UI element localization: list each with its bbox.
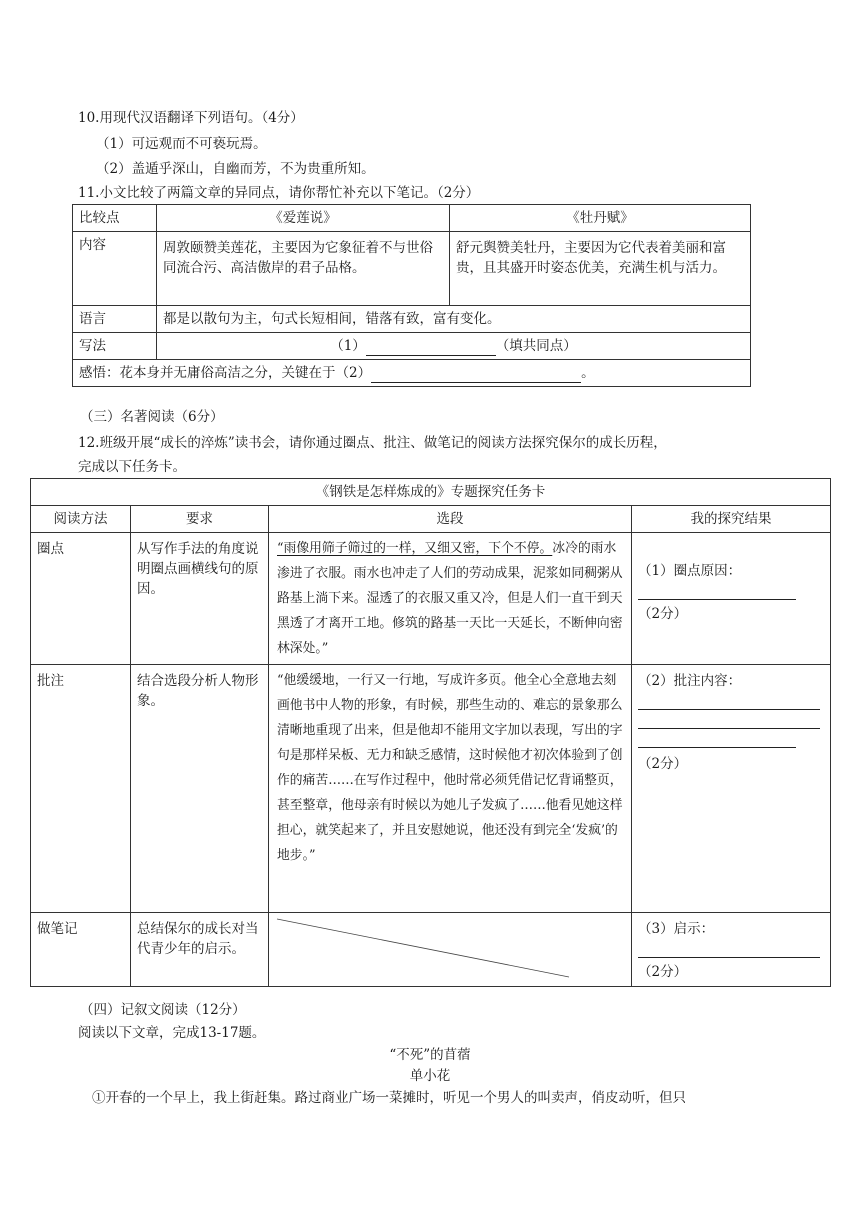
header-compare-point: 比较点 bbox=[73, 205, 157, 232]
header-requirement: 要求 bbox=[131, 506, 269, 533]
writing-cell bbox=[157, 333, 751, 360]
row3-method: 做笔记 bbox=[31, 913, 131, 987]
header-reading-method: 阅读方法 bbox=[31, 506, 131, 533]
row2-requirement: 结合选段分析人物形象。 bbox=[131, 665, 269, 913]
row2-method: 批注 bbox=[31, 665, 131, 913]
row1-passage-underlined: “雨像用筛子筛过的一样，又细又密，下个不停。 bbox=[277, 541, 553, 556]
row3-passage-empty bbox=[269, 913, 632, 987]
task-card-title: 《钢铁是怎样炼成的》专题探究任务卡 bbox=[31, 479, 831, 506]
language-label: 语言 bbox=[73, 306, 157, 333]
q10-item-1: （1）可远观而不可亵玩焉。 bbox=[96, 136, 267, 152]
q12-line-1: 12.班级开展“成长的淬炼”读书会，请你通过圈点、批注、做笔记的阅读方法探究保尔的成长历程， bbox=[78, 435, 667, 451]
row1-result bbox=[632, 533, 831, 665]
section3-title: （三）名著阅读（6分） bbox=[80, 409, 224, 425]
row1-requirement: 从写作手法的角度说明圈点画横线句的原因。 bbox=[131, 533, 269, 665]
row3-result bbox=[632, 913, 831, 987]
row3-score: （2分） bbox=[638, 964, 688, 980]
language-text: 都是以散句为主，句式长短相间，错落有致，富有变化。 bbox=[157, 306, 751, 333]
writing-prefix: （1） bbox=[330, 338, 366, 354]
section4-instruction: 阅读以下文章，完成13-17题。 bbox=[78, 1025, 266, 1041]
row1-passage bbox=[269, 533, 632, 665]
row2-answer-line-3[interactable] bbox=[638, 729, 796, 748]
row3-requirement: 总结保尔的成长对当代青少年的启示。 bbox=[131, 913, 269, 987]
row3-result-label: （3）启示： bbox=[638, 921, 715, 937]
header-result: 我的探究结果 bbox=[632, 506, 831, 533]
row2-answer-line-2[interactable] bbox=[638, 710, 820, 729]
q10-title: 10.用现代汉语翻译下列语句。（4分） bbox=[78, 110, 304, 126]
row1-answer-line[interactable] bbox=[638, 581, 796, 600]
row2-passage: “他缓缓地，一行又一行地，写成许多页。他全心全意地去刻画他书中人物的形象，有时候，那些生动的、难忘的景象那么清晰地重现了出来，但是他却不能用文字加以表现，写出的字句是那样呆板、无力和缺乏感情，这时候他才初次体验到了创作的痛苦……在写作过程中，他时常必须凭借记忆背诵整页，甚至整章，他母亲有时候以为她儿子发疯了……他看见她这样担心，就笑起来了，并且安慰她说，他还没有到完全‘发疯’的地步。” bbox=[269, 665, 632, 913]
content-mudan: 舒元舆赞美牡丹，主要因为它代表着美丽和富贵，且其盛开时姿态优美，充满生机与活力。 bbox=[450, 232, 751, 306]
insight-cell bbox=[73, 360, 751, 387]
task-card-table bbox=[30, 478, 831, 987]
article-paragraph-1: ①开春的一个早上，我上街赶集。路过商业广场一菜摊时，听见一个男人的叫卖声，俏皮动听，但只 bbox=[92, 1090, 686, 1106]
row2-answer-line-1[interactable] bbox=[638, 691, 820, 710]
article-author: 单小花 bbox=[409, 1068, 451, 1084]
writing-suffix: （填共同点） bbox=[495, 338, 577, 354]
insight-prefix: 感悟：花本身并无庸俗高洁之分，关键在于（2） bbox=[79, 365, 372, 381]
insight-answer-blank[interactable] bbox=[371, 368, 581, 383]
insight-suffix: 。 bbox=[581, 365, 595, 381]
header-passage: 选段 bbox=[269, 506, 632, 533]
content-label: 内容 bbox=[73, 232, 157, 306]
article-title: “不死”的苜蓿 bbox=[389, 1047, 471, 1063]
row1-score: （2分） bbox=[638, 606, 688, 622]
row2-result-label: （2）批注内容： bbox=[638, 673, 742, 689]
section4-title: （四）记叙文阅读（12分） bbox=[80, 1002, 246, 1018]
q10-item-2: （2）盖遁乎深山，自幽而芳，不为贵重所知。 bbox=[96, 161, 375, 177]
header-mudan-fu: 《牡丹赋》 bbox=[450, 205, 751, 232]
row1-result-label: （1）圈点原因： bbox=[638, 563, 742, 579]
row2-score: （2分） bbox=[638, 756, 688, 772]
row3-answer-line[interactable] bbox=[638, 939, 820, 958]
q12-line-2: 完成以下任务卡。 bbox=[78, 459, 186, 475]
diagonal-strike-line bbox=[269, 913, 632, 987]
row2-result bbox=[632, 665, 831, 913]
writing-answer-blank[interactable] bbox=[366, 341, 496, 356]
comparison-table bbox=[72, 204, 751, 387]
row1-passage-rest: 冰冷的雨水渗进了衣服。雨水也冲走了人们的劳动成果，泥浆如同稠粥从路基上淌下来。湿透了的衣服又重又冷，但是人们一直干到天黑透了才离开工地。修筑的路基一天比一天延长，不断伸向密林深处。” bbox=[277, 541, 623, 656]
writing-label: 写法 bbox=[73, 333, 157, 360]
row1-method: 圈点 bbox=[31, 533, 131, 665]
content-ailian: 周敦颐赞美莲花，主要因为它象征着不与世俗同流合污、高洁傲岸的君子品格。 bbox=[157, 232, 450, 306]
header-ailian-shuo: 《爱莲说》 bbox=[157, 205, 450, 232]
q11-title: 11.小文比较了两篇文章的异同点，请你帮忙补充以下笔记。（2分） bbox=[78, 185, 480, 201]
